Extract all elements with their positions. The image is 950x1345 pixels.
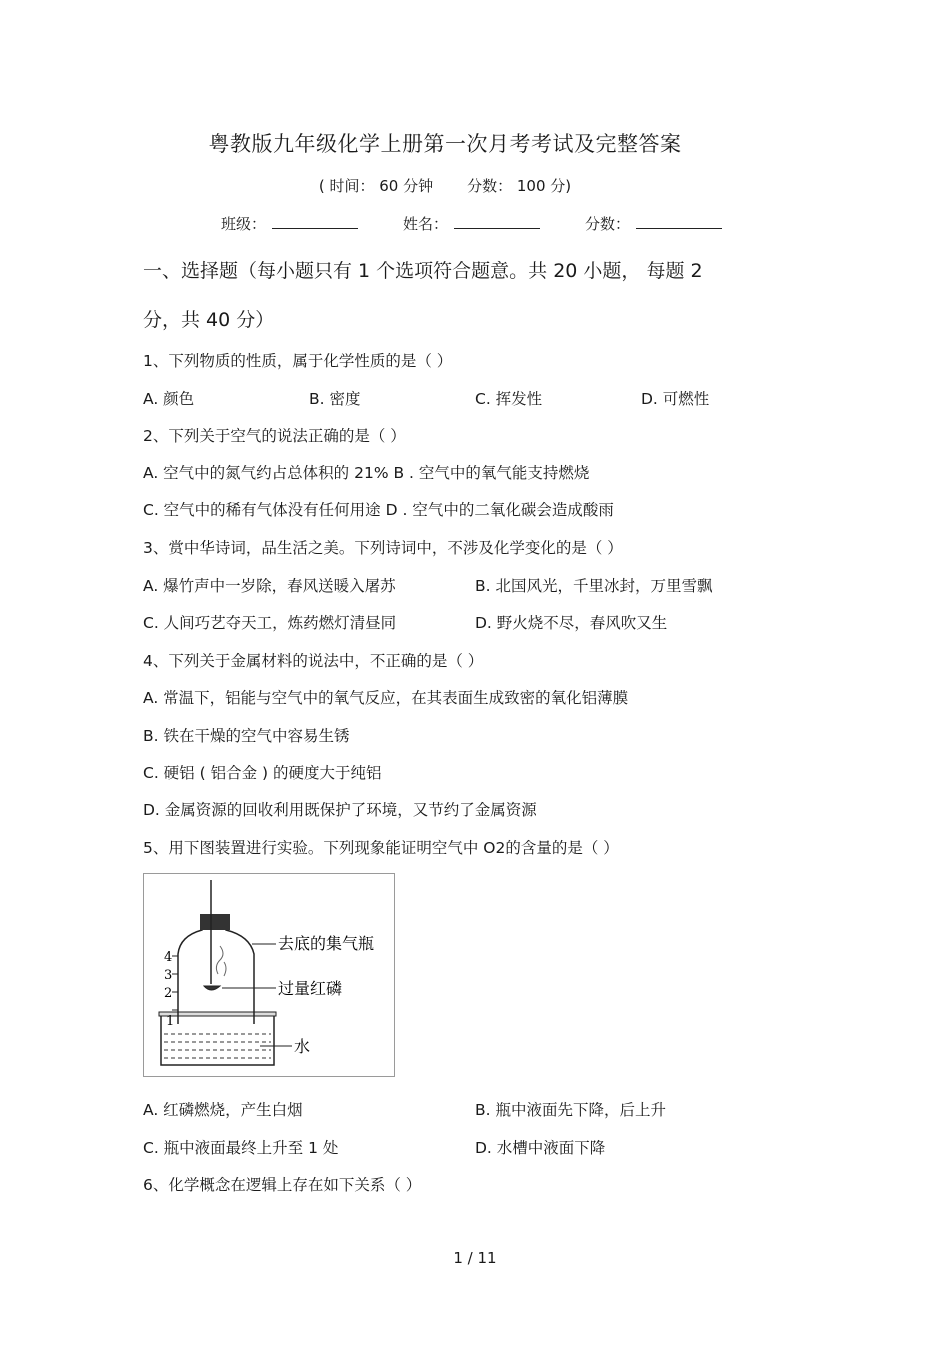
time-info: ( 时间： 60 分钟: [318, 177, 434, 195]
question-2-stem: 2、下列关于空气的说法正确的是（ ）: [143, 427, 406, 445]
phosphorus-label: 过量红磷: [278, 979, 343, 998]
name-blank[interactable]: [454, 212, 540, 229]
q1-option-d: D. 可燃性: [641, 390, 710, 408]
smoke: [216, 946, 223, 974]
stopper: [200, 914, 230, 930]
score-label: 分数：: [585, 215, 631, 233]
page-number: 1 / 11: [453, 1249, 497, 1267]
q3-option-c: C. 人间巧艺夺天工，炼药燃灯清昼同: [143, 614, 397, 632]
trough-rim: [159, 1012, 276, 1016]
class-blank[interactable]: [272, 212, 358, 229]
question-4-stem: 4、下列关于金属材料的说法中，不正确的是（ ）: [143, 652, 484, 670]
scale-ticks: [172, 956, 178, 1010]
score-info: 分数： 100 分): [467, 177, 572, 195]
score-field: [585, 212, 722, 234]
scale-1: 1: [166, 1014, 175, 1029]
water-label: 水: [294, 1037, 311, 1056]
exam-title: 粤教版九年级化学上册第一次月考考试及完整答案: [208, 132, 682, 156]
q1-option-c: C. 挥发性: [475, 390, 543, 408]
q1-option-b: B. 密度: [309, 390, 361, 408]
q4-option-a: A. 常温下，铝能与空气中的氧气反应，在其表面生成致密的氧化铝薄膜: [143, 689, 629, 707]
q5-option-b: B. 瓶中液面先下降，后上升: [475, 1101, 666, 1119]
apparatus-figure: [143, 873, 395, 1077]
exam-subtitle: [0, 175, 890, 196]
score-blank[interactable]: [636, 212, 722, 229]
question-6-stem: 6、化学概念在逻辑上存在如下关系（ ）: [143, 1176, 422, 1194]
q3-option-a: A. 爆竹声中一岁除，春风送暖入屠苏: [143, 577, 396, 595]
section-heading-line2: 分，共 40 分）: [143, 309, 275, 331]
section-heading-line1: 一、选择题（每小题只有 1 个选项符合题意。共 20 小题， 每题 2: [143, 260, 703, 282]
q4-option-b: B. 铁在干燥的空气中容易生锈: [143, 727, 350, 745]
q5-option-c: C. 瓶中液面最终上升至 1 处: [143, 1139, 339, 1157]
q3-option-b: B. 北国风光，千里冰封，万里雪飘: [475, 577, 713, 595]
q4-option-c: C. 硬铝 ( 铝合金 ) 的硬度大于纯铝: [143, 764, 382, 782]
water-surface: [164, 1034, 271, 1058]
q1-option-a: A. 颜色: [143, 390, 195, 408]
name-field: [403, 212, 540, 234]
q3-option-d: D. 野火烧不尽，春风吹又生: [475, 614, 668, 632]
q5-option-d: D. 水槽中液面下降: [475, 1139, 606, 1157]
scale-2: 2: [164, 986, 173, 1001]
question-5-stem: 5、用下图装置进行实验。下列现象能证明空气中 O2的含量的是（ ）: [143, 839, 619, 857]
name-label: 姓名：: [403, 215, 449, 233]
q4-option-d: D. 金属资源的回收利用既保护了环境，又节约了金属资源: [143, 801, 537, 819]
q5-option-a: A. 红磷燃烧，产生白烟: [143, 1101, 303, 1119]
q2-option-ab: A. 空气中的氮气约占总体积的 21% B . 空气中的氧气能支持燃烧: [143, 464, 590, 482]
question-3-stem: 3、赏中华诗词，品生活之美。下列诗词中，不涉及化学变化的是（ ）: [143, 539, 623, 557]
scale-3: 3: [164, 968, 173, 983]
gas-bottle: [178, 920, 254, 1024]
scale-4: 4: [164, 950, 173, 965]
phosphorus-spoon: [204, 986, 220, 990]
bottle-label: 去底的集气瓶: [278, 934, 375, 953]
class-field: [221, 212, 358, 234]
apparatus-diagram: [144, 874, 394, 1076]
q2-option-cd: C. 空气中的稀有气体没有任何用途 D . 空气中的二氧化碳会造成酸雨: [143, 501, 614, 519]
class-label: 班级：: [221, 215, 267, 233]
question-1-stem: 1、下列物质的性质，属于化学性质的是（ ）: [143, 352, 453, 370]
